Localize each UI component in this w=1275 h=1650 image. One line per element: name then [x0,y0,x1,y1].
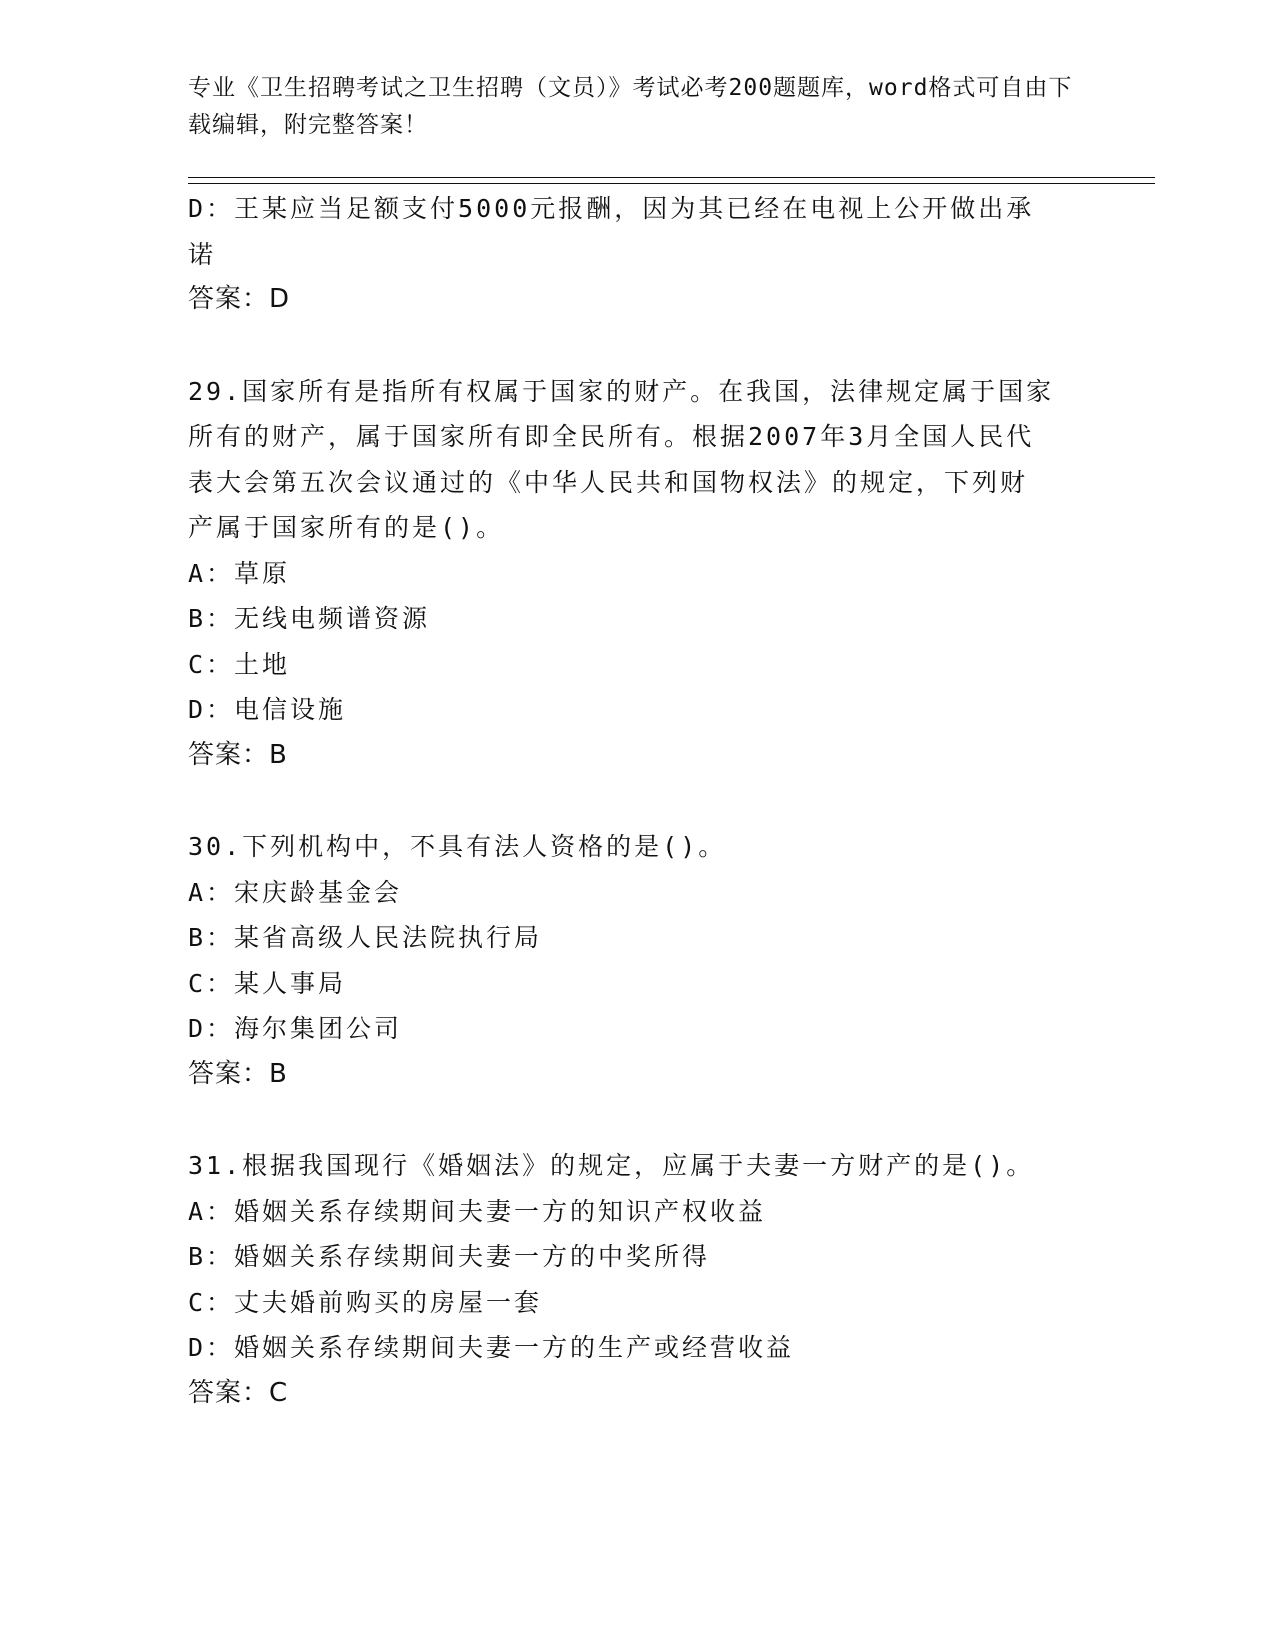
answer-line: 答案：D [188,284,291,314]
question-stem-line: 30.下列机构中，不具有法人资格的是()。 [188,832,727,861]
carryover-question [188,186,1088,323]
document-header: 专业《卫生招聘考试之卫生招聘（文员）》考试必考200题题库，word格式可自由下载编辑，附完整答案！ [188,75,1073,138]
question-stem-line: 产属于国家所有的是()。 [188,513,505,542]
spacer [188,1097,1088,1143]
spacer [188,778,1088,824]
option-a: A：宋庆龄基金会 [188,877,403,907]
option-c: C：丈夫婚前购买的房屋一套 [188,1287,543,1317]
question-stem-line: 29.国家所有是指所有权属于国家的财产。在我国，法律规定属于国家 [188,376,1055,406]
option-d: D：海尔集团公司 [188,1014,403,1043]
document-body [188,186,1088,1416]
question-30 [188,824,1088,1097]
header-rule-bottom [188,183,1155,184]
option-d-continuation: 诺 [188,239,217,269]
option-d: D：电信设施 [188,695,347,724]
option-a: A：草原 [188,558,291,588]
option-b: B：婚姻关系存续期间夫妻一方的中奖所得 [188,1242,711,1271]
option-d: D：王某应当足额支付5000元报酬，因为其已经在电视上公开做出承 [188,194,1035,223]
question-stem-line: 所有的财产，属于国家所有即全民所有。根据2007年3月全国人民代 [188,422,1035,451]
option-a: A：婚姻关系存续期间夫妻一方的知识产权收益 [188,1196,767,1226]
answer-line: 答案：C [188,1377,289,1408]
question-stem-line: 表大会第五次会议通过的《中华人民共和国物权法》的规定，下列财 [188,467,1029,497]
header-rule-top [188,177,1155,178]
option-b: B：某省高级人民法院执行局 [188,923,543,952]
answer-line: 答案：B [188,1058,288,1089]
option-b: B：无线电频谱资源 [188,604,431,633]
option-d: D：婚姻关系存续期间夫妻一方的生产或经营收益 [188,1333,795,1362]
question-31 [188,1143,1088,1416]
question-29 [188,369,1088,779]
option-c: C：土地 [188,649,291,679]
spacer [188,323,1088,369]
option-c: C：某人事局 [188,968,347,998]
answer-line: 答案：B [188,739,288,770]
question-stem-line: 31.根据我国现行《婚姻法》的规定，应属于夫妻一方财产的是()。 [188,1151,1035,1180]
